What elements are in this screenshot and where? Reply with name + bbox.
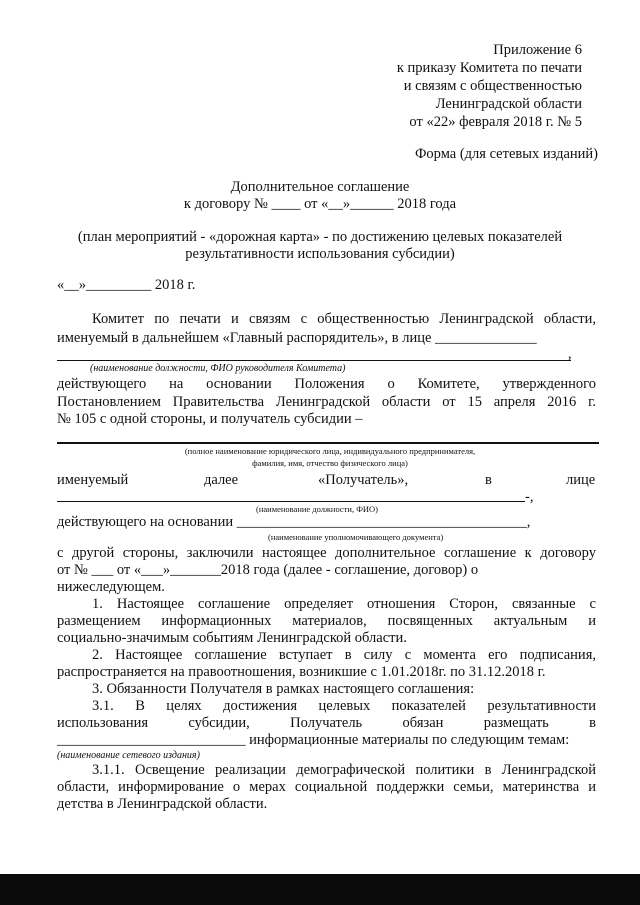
field-caption: фамилия, имя, отчество физического лица) — [252, 458, 408, 468]
form-type: Форма (для сетевых изданий) — [414, 146, 598, 162]
order-reference-line: Ленинградской области — [435, 96, 582, 112]
field-caption: (наименование сетевого издания) — [57, 750, 200, 761]
document-subtitle: результативности использования субсидии) — [185, 246, 455, 262]
recipient-word: лице — [566, 472, 596, 488]
paragraph-line: Постановлением Правительства Ленинградской области от 15 апреля 2016 г. — [57, 394, 596, 410]
clause-line: 3. Обязанности Получателя в рамках настоящего соглашения: — [92, 681, 475, 697]
clause-line: __________________________ информационные материалы по следующим темам: — [57, 732, 570, 748]
fill-in-line — [57, 501, 525, 502]
punctuation: , — [568, 346, 572, 362]
paragraph-line: от № ___ от «___»_______2018 года (далее - соглашение, договор) о — [57, 562, 479, 578]
recipient-word: в — [485, 472, 492, 488]
field-caption: (наименование должности, ФИО) — [256, 504, 379, 514]
paragraph-line: Комитет по печати и связям с общественностью Ленинградской области, — [92, 311, 596, 327]
fill-in-line — [57, 442, 599, 444]
clause-line: детства в Ленинградской области. — [57, 796, 268, 812]
clause-line: размещением информационных материалов, посвященных актуальным и — [57, 613, 596, 629]
fill-in-line — [57, 360, 571, 361]
paragraph-line: с другой стороны, заключили настоящее дополнительное соглашение к договору — [57, 545, 596, 561]
clause-line: 3.1. В целях достижения целевых показателей результативности — [92, 698, 596, 714]
paragraph-line: нижеследующем. — [57, 579, 165, 595]
clause-line: использования субсидии, Получатель обязан размещать в — [57, 715, 596, 731]
document-title-contract: к договору № ____ от «__»______ 2018 года — [183, 196, 457, 212]
order-reference-line: и связям с общественностью — [403, 78, 582, 94]
clause-line: 1. Настоящее соглашение определяет отношения Сторон, связанные с — [92, 596, 596, 612]
agreement-date: «__»_________ 2018 г. — [57, 277, 196, 293]
recipient-word: «Получатель», — [318, 472, 409, 488]
paragraph-line: № 105 с одной стороны, и получатель субсидии – — [57, 411, 363, 427]
clause-line: области, информирование о мерах социальной поддержки семьи, материнства и — [57, 779, 596, 795]
appendix-number: Приложение 6 — [493, 42, 582, 58]
paragraph-line: действующего на основании Положения о Комитете, утвержденного — [57, 376, 596, 392]
order-date-line: от «22» февраля 2018 г. № 5 — [409, 114, 582, 130]
field-caption: (наименование должности, ФИО руководителя Комитета) — [90, 363, 346, 374]
clause-line: социально-значимым событиям Ленинградской области. — [57, 630, 407, 646]
document-subtitle: (план мероприятий - «дорожная карта» - по достижению целевых показателей — [77, 229, 563, 245]
order-reference-line: к приказу Комитета по печати — [396, 60, 582, 76]
recipient-word: далее — [204, 472, 239, 488]
clause-line: 2. Настоящее соглашение вступает в силу с момента его подписания, — [92, 647, 596, 663]
paragraph-line: именуемый в дальнейшем «Главный распорядитель», в лице ______________ — [57, 330, 537, 346]
recipient-word: именуемый — [57, 472, 129, 488]
field-caption: (полное наименование юридического лица, индивидуального предпринимателя, — [184, 446, 476, 456]
basis-line: действующего на основании ________________________________________, — [57, 514, 531, 530]
clause-line: распространяется на правоотношения, возникшие с 1.01.2018г. по 31.12.2018 г. — [57, 664, 546, 680]
clause-line: 3.1.1. Освещение реализации демографической политики в Ленинградской — [92, 762, 596, 778]
scan-border — [0, 874, 640, 905]
field-caption: (наименование уполномочивающего документа) — [268, 532, 444, 542]
punctuation: -, — [525, 489, 534, 505]
document-title: Дополнительное соглашение — [230, 179, 410, 195]
